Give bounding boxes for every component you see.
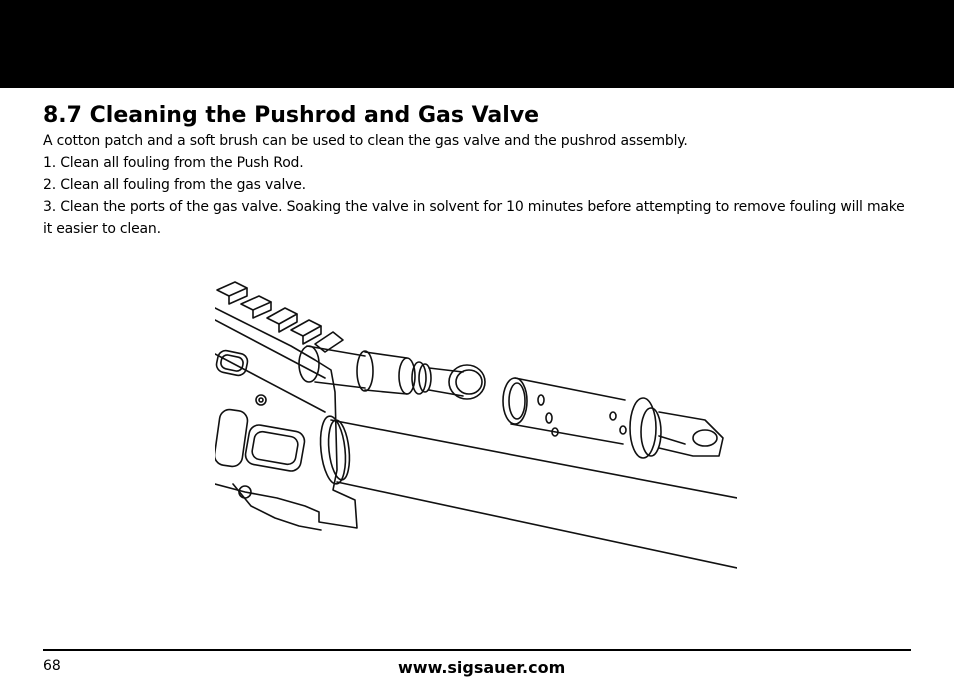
footer-divider (43, 649, 911, 651)
step-item: 3. Clean the ports of the gas valve. Soaking the valve in solvent for 10 minutes before attempting to remove fouling will make it easier to clean. (43, 199, 905, 237)
section-title: 8.7 Cleaning the Pushrod and Gas Valve (43, 103, 540, 128)
intro-paragraph: A cotton patch and a soft brush can be used to clean the gas valve and the pushrod assembly. (43, 133, 688, 149)
section-body (43, 130, 913, 240)
page-number: 68 (43, 658, 61, 674)
step-item: 2. Clean all fouling from the gas valve. (43, 177, 306, 193)
header-band (0, 0, 954, 88)
gas-valve-illustration (215, 260, 737, 572)
step-item: 1. Clean all fouling from the Push Rod. (43, 155, 304, 171)
website-link[interactable]: www.sigsauer.com (398, 658, 566, 677)
